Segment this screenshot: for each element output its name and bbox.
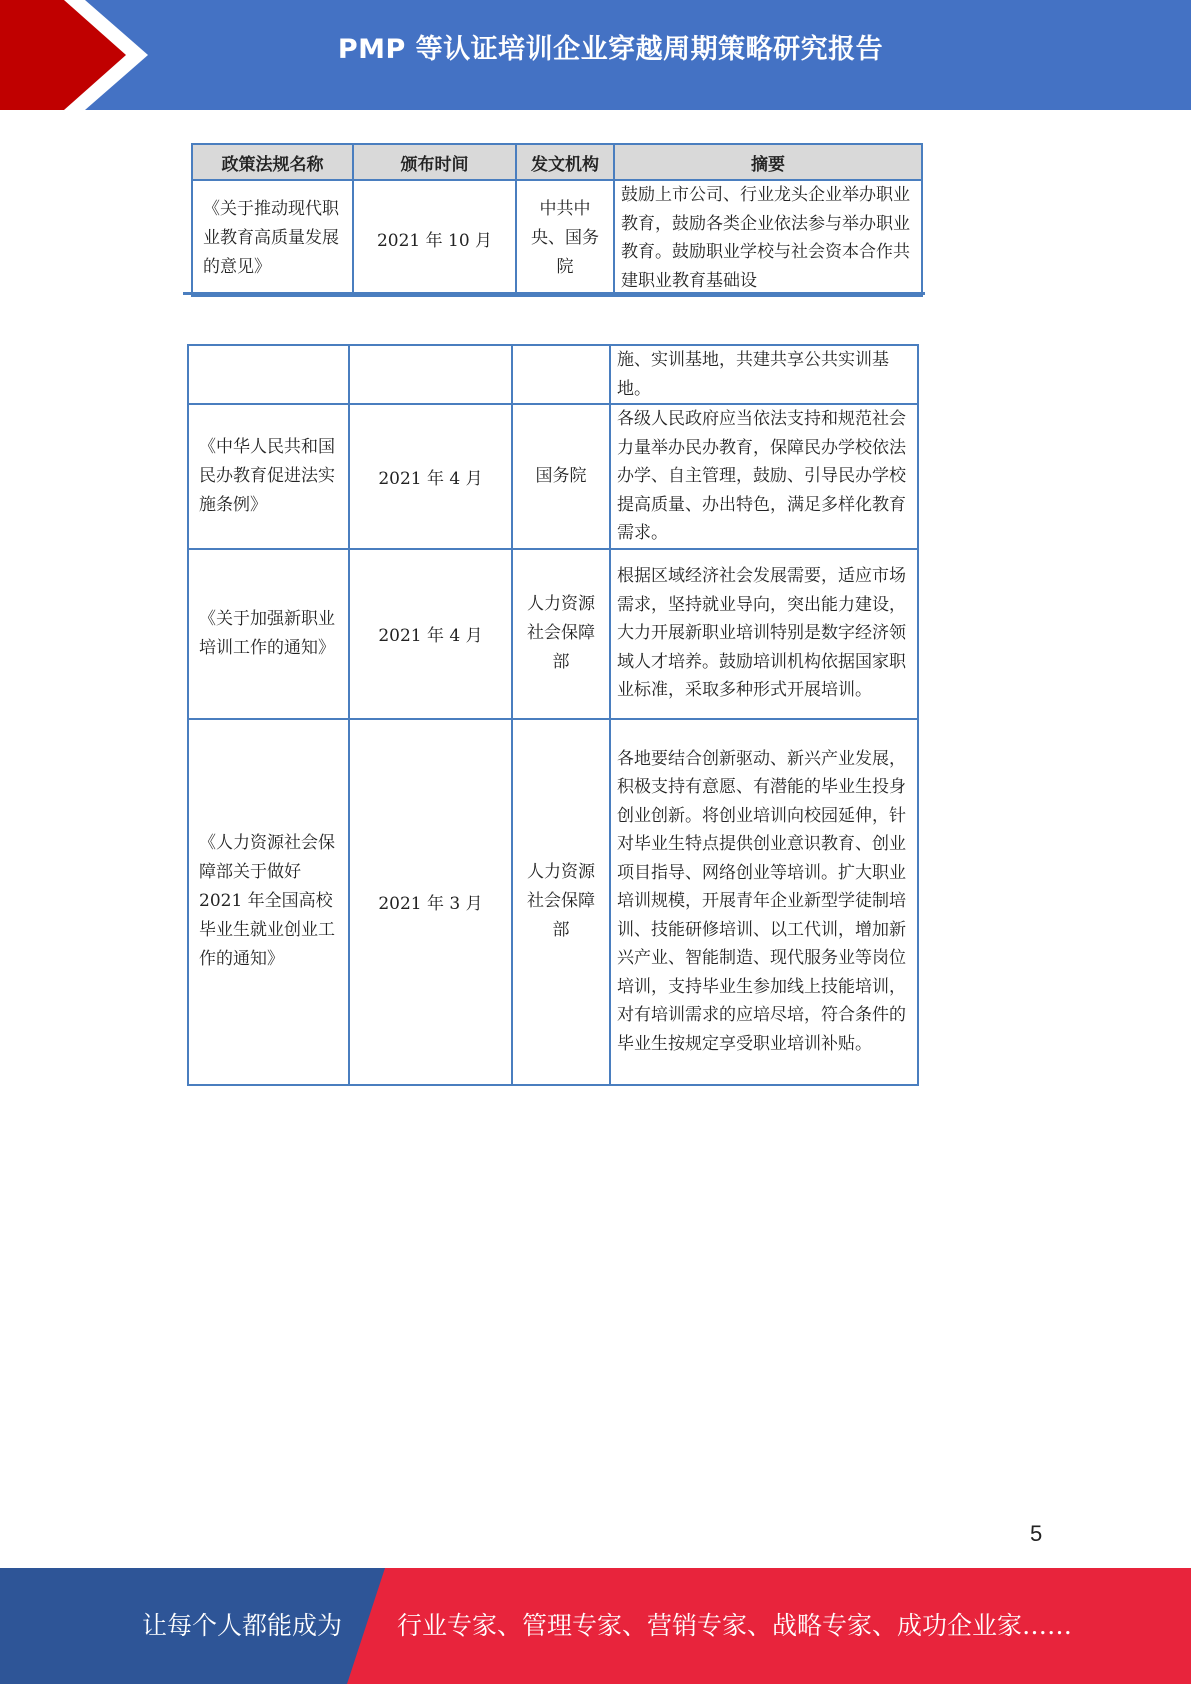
issuer-cell: 人力资源社会保障部 (512, 549, 610, 719)
policy-table-part-2 (187, 344, 919, 1086)
header-summary: 摘要 (614, 144, 922, 180)
issue-date-cell: 2021 年 4 月 (349, 404, 512, 549)
footer-slogan-right: 行业专家、管理专家、营销专家、战略专家、成功企业家…… (397, 1611, 1073, 1640)
page-footer (0, 1568, 1191, 1684)
policy-name-cell: 《中华人民共和国民办教育促进法实施条例》 (188, 404, 349, 549)
policy-table-part-1 (191, 143, 923, 297)
summary-cell: 各级人民政府应当依法支持和规范社会力量举办民办教育，保障民办学校依法办学、自主管理，鼓励、引导民办学校提高质量、办出特色，满足多样化教育需求。 (610, 404, 918, 549)
report-title: PMP 等认证培训企业穿越周期策略研究报告 (337, 34, 884, 65)
issuer-cell (512, 345, 610, 404)
issue-date-cell (349, 345, 512, 404)
issue-date-cell: 2021 年 3 月 (349, 719, 512, 1085)
summary-cell: 根据区域经济社会发展需要，适应市场需求，坚持就业导向，突出能力建设，大力开展新职业培训特别是数字经济领域人才培养。鼓励培训机构依据国家职业标准，采取多种形式开展培训。 (610, 549, 918, 719)
summary-cell: 各地要结合创新驱动、新兴产业发展，积极支持有意愿、有潜能的毕业生投身创业创新。将创业培训向校园延伸，针对毕业生特点提供创业意识教育、创业项目指导、网络创业等培训。扩大职业培训规模，开展青年企业新型学徒制培训、技能研修培训、以工代训，增加新兴产业、智能制造、现代服务业等岗位培训，支持毕业生参加线上技能培训，对有培训需求的应培尽培，符合条件的毕业生按规定享受职业培训补贴。 (610, 719, 918, 1085)
issue-date-cell: 2021 年 4 月 (349, 549, 512, 719)
table-row (188, 404, 918, 549)
table-header-row (192, 144, 922, 180)
page-number: 5 (1030, 1521, 1043, 1546)
page-header (0, 0, 1191, 110)
header-issuer: 发文机构 (516, 144, 614, 180)
policy-name-cell: 《关于推动现代职业教育高质量发展的意见》 (192, 180, 353, 296)
policy-name-cell: 《人力资源社会保障部关于做好 2021 年全国高校毕业生就业创业工作的通知》 (188, 719, 349, 1085)
header-issue-date: 颁布时间 (353, 144, 516, 180)
header-policy-name: 政策法规名称 (192, 144, 353, 180)
issuer-cell: 中共中央、国务院 (516, 180, 614, 296)
issue-date-cell: 2021 年 10 月 (353, 180, 516, 296)
table-bottom-rule (183, 292, 925, 295)
table-row (188, 345, 918, 404)
summary-cell: 鼓励上市公司、行业龙头企业举办职业教育，鼓励各类企业依法参与举办职业教育。鼓励职业学校与社会资本合作共建职业教育基础设 (614, 180, 922, 296)
policy-name-cell (188, 345, 349, 404)
table-row (192, 180, 922, 296)
policy-name-cell: 《关于加强新职业培训工作的通知》 (188, 549, 349, 719)
issuer-cell: 国务院 (512, 404, 610, 549)
footer-slogan-left: 让每个人都能成为 (142, 1611, 343, 1640)
issuer-cell: 人力资源社会保障部 (512, 719, 610, 1085)
table-row (188, 719, 918, 1085)
table-row (188, 549, 918, 719)
summary-cell: 施、实训基地，共建共享公共实训基地。 (610, 345, 918, 404)
